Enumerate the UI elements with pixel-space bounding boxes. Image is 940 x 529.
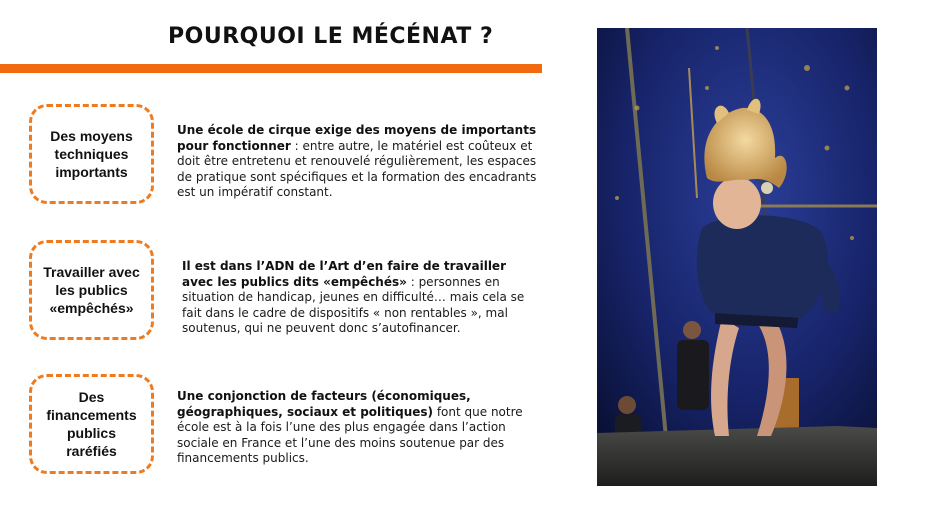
page-title: POURQUOI LE MÉCÉNAT ? <box>168 24 494 49</box>
title-underline-bar <box>0 64 542 73</box>
section-label-2: Travailler avec les publics «empêchés» <box>43 264 140 316</box>
section-text-rest-2: : personnes en situation de handicap, jeunes en difficulté… mais cela se fait dans le cadre de dispositifs « non rentables », mal soutenus, qui ne peuvent donc s’autofinancer. <box>182 274 525 335</box>
section-label-3: Des financements publics raréfiés <box>46 389 137 459</box>
section-text-rest-1: : entre autre, le matériel est coûteux et doit être entretenu et renouvelé régulièrement, les espaces de pratique sont spécifiques et la formation des encadrants est un impératif constant. <box>177 138 537 199</box>
circus-performer-photo <box>597 28 877 486</box>
section-text-rest-3: font que notre école est à la fois l’une des plus engagée dans l’action sociale en France et l’une des moins soutenue par des financements publics. <box>177 404 523 465</box>
section-text-bold-3: Une conjonction de facteurs (économiques, géographiques, sociaux et politiques) <box>177 389 471 419</box>
section-text-2 <box>182 259 530 337</box>
section-text-bold-2: Il est dans l’ADN de l’Art d’en faire de travailler avec les publics dits «empêchés» <box>182 259 506 289</box>
section-label-box-2 <box>29 240 154 340</box>
section-label-1: Des moyens techniques importants <box>50 128 133 180</box>
section-text-3 <box>177 389 539 467</box>
section-text-bold-1: Une école de cirque exige des moyens de importants pour fonctionner <box>177 123 537 153</box>
section-label-box-3 <box>29 374 154 474</box>
section-label-box-1 <box>29 104 154 204</box>
section-text-1 <box>177 123 539 201</box>
